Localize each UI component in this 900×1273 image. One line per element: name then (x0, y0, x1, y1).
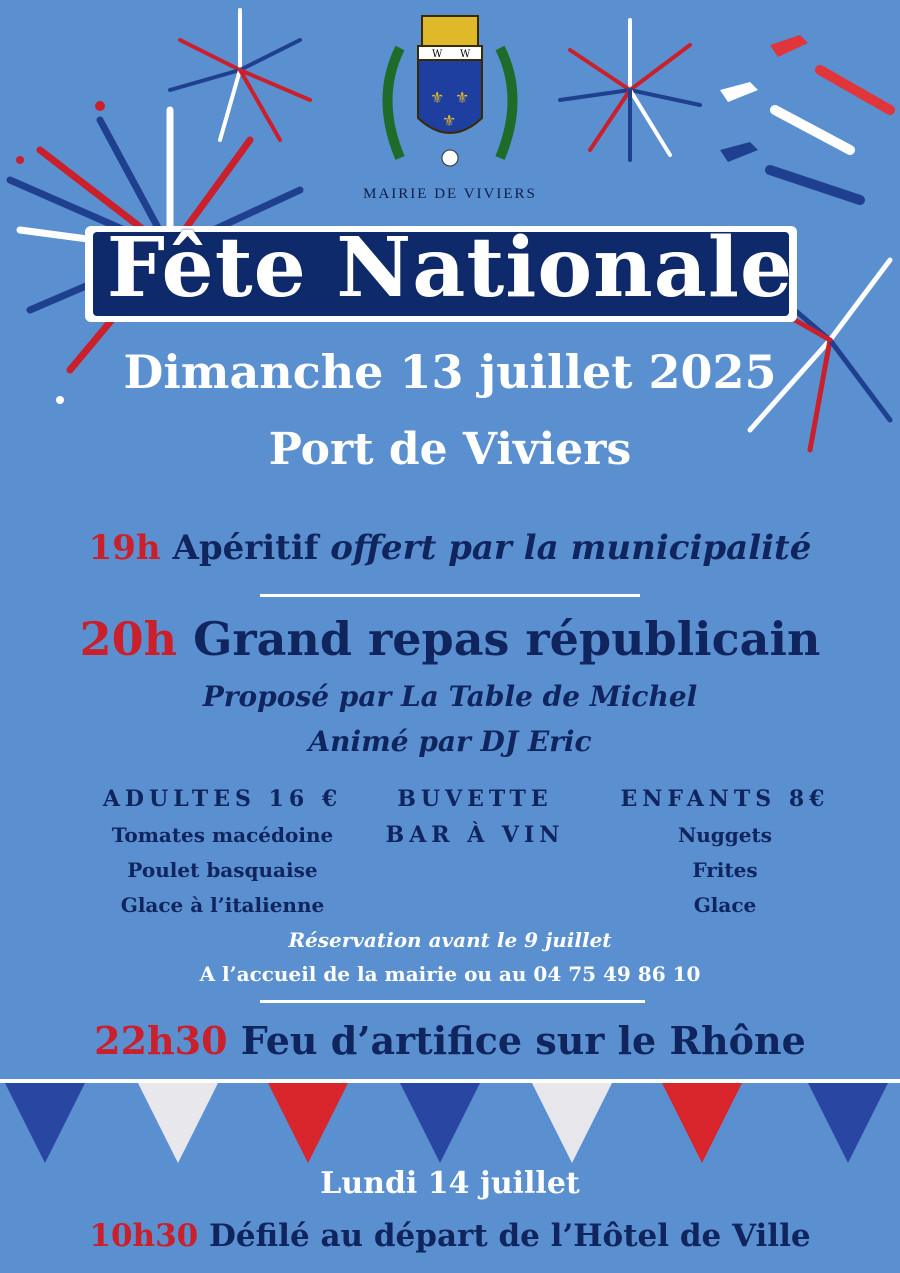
jets-decoration (720, 35, 890, 200)
pennant-white (138, 1083, 218, 1163)
menu-column-adultes (85, 786, 360, 923)
crest-letter-left: W (432, 49, 443, 60)
repas-animated-by: Animé par DJ Eric (308, 725, 592, 758)
pennant-blue (808, 1083, 888, 1163)
pennant-red (662, 1083, 742, 1163)
page-title: Fête Nationale (106, 220, 794, 316)
repas-proposed-by: Proposé par La Table de Michel (202, 680, 698, 713)
repas-line (0, 612, 900, 666)
svg-text:⚜: ⚜ (442, 111, 457, 130)
defile-time: 10h30 (89, 1218, 199, 1254)
menu-item: Frites (692, 858, 758, 882)
menu-column-enfants (600, 786, 850, 923)
menu-item: Glace à l’italienne (120, 893, 325, 917)
firework-top-right (560, 20, 700, 160)
repas-time: 20h (79, 612, 178, 666)
event-date: Dimanche 13 juillet 2025 (123, 345, 777, 399)
mairie-label: MAIRIE DE VIVIERS (363, 186, 537, 202)
pennant-red (268, 1083, 348, 1163)
event-location: Port de Viviers (268, 424, 632, 475)
menu-item: Poulet basquaise (127, 858, 318, 882)
menu-item: BAR À VIN (385, 822, 565, 848)
pennant-blue (5, 1083, 85, 1163)
monday-date: Lundi 14 juillet (320, 1166, 580, 1201)
menu-heading: BUVETTE (397, 786, 553, 812)
menu-column-buvette (370, 786, 580, 852)
pennant-white (532, 1083, 612, 1163)
crest-letter-right: W (460, 49, 471, 60)
menu-item: Nuggets (677, 823, 772, 847)
menu-item: Tomates macédoine (111, 823, 334, 847)
menu-item: Glace (693, 893, 757, 917)
aperitif-detail: offert par la municipalité (330, 528, 812, 568)
fireworks-line (0, 1018, 900, 1063)
repas-label: Grand repas républicain (193, 612, 821, 666)
defile-line (0, 1218, 900, 1254)
menu-heading: ADULTES 16 € (102, 786, 343, 812)
contact-info: A l’accueil de la mairie ou au 04 75 49 86 10 (199, 962, 701, 986)
reservation-note: Réservation avant le 9 juillet (288, 928, 612, 952)
defile-label: Défilé au départ de l’Hôtel de Ville (209, 1218, 811, 1254)
crest-logo (370, 8, 530, 183)
aperitif-label: Apéritif (172, 528, 319, 568)
firework-top-left (170, 10, 310, 140)
divider (260, 1000, 645, 1003)
fireworks-label: Feu d’artifice sur le Rhône (240, 1018, 806, 1063)
pennant-blue (400, 1083, 480, 1163)
aperitif-line (0, 528, 900, 568)
menu-heading: ENFANTS 8€ (620, 786, 830, 812)
aperitif-time: 19h (88, 528, 161, 568)
bunting-decoration (0, 1078, 900, 1168)
svg-text:⚜: ⚜ (455, 88, 470, 107)
fireworks-time: 22h30 (94, 1018, 228, 1063)
svg-text:⚜: ⚜ (430, 88, 445, 107)
divider (260, 594, 640, 597)
